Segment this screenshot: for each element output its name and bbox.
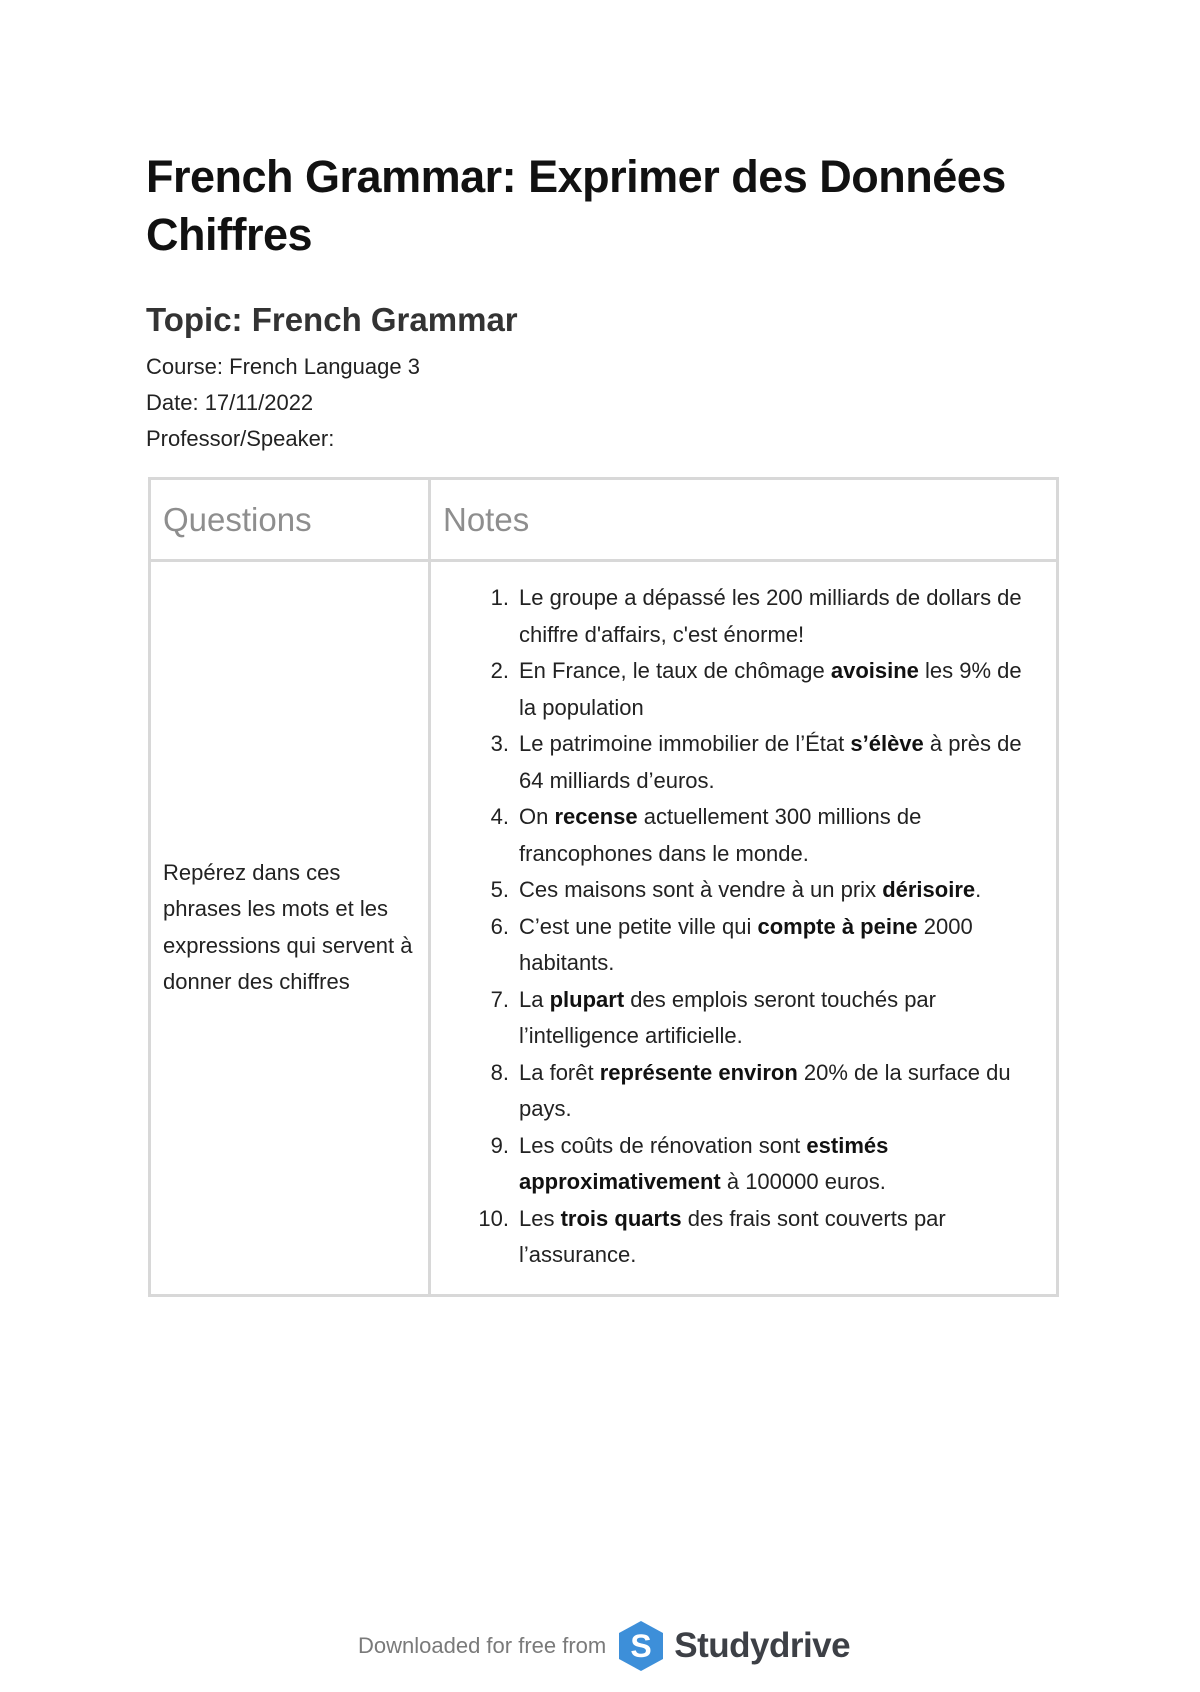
note-text: à 100000 euros. — [720, 1169, 886, 1194]
note-number: 10. — [478, 1205, 509, 1231]
note-text: . — [975, 877, 982, 902]
cornell-notes-table — [148, 477, 1059, 1297]
note-number: 4. — [490, 804, 509, 829]
note-item — [431, 872, 1042, 909]
questions-header: Questions — [150, 479, 430, 561]
download-footer — [358, 1616, 878, 1676]
svg-text:S: S — [630, 1628, 652, 1664]
note-keyword: trois quarts — [560, 1205, 682, 1231]
note-number: 5. — [490, 877, 509, 902]
note-text: Ces maisons sont à vendre à un prix — [519, 877, 883, 902]
note-item — [431, 909, 1042, 982]
question-cell: Repérez dans ces phrases les mots et les expressions qui servent à donner des chiffres — [150, 561, 430, 1296]
note-text: C’est une petite ville qui — [519, 913, 758, 939]
table-header-row — [150, 479, 1058, 561]
note-item — [431, 653, 1042, 726]
topic-heading: Topic: French Grammar — [146, 301, 518, 338]
professor-line: Professor/Speaker: — [146, 426, 335, 451]
note-item — [431, 1055, 1042, 1128]
date-line: Date: 17/11/2022 — [146, 390, 314, 415]
note-text: des frais sont couverts par l’assurance. — [519, 1205, 946, 1267]
notes-cell — [430, 561, 1058, 1296]
course-line: Course: French Language 3 — [146, 354, 420, 379]
note-number: 8. — [490, 1059, 509, 1085]
note-text: Le patrimoine immobilier de l’État — [519, 731, 851, 756]
note-item — [431, 726, 1042, 799]
note-text: à près de 64 milliards d’euros. — [519, 731, 1022, 793]
note-keyword: recense — [554, 804, 638, 829]
note-text: 20% de la surface du pays. — [519, 1059, 1011, 1121]
note-keyword: plupart — [549, 986, 625, 1012]
note-text: des emplois seront touchés par l’intelligence artificielle. — [519, 986, 936, 1048]
note-item — [431, 1128, 1042, 1201]
note-number: 2. — [490, 658, 509, 683]
note-keyword: estimés approximativement — [519, 1132, 889, 1194]
note-text: On — [519, 804, 555, 829]
note-text: Le groupe a dépassé les 200 milliards de dollars de chiffre d'affairs, c'est énorme! — [519, 585, 1022, 647]
note-item — [431, 1201, 1042, 1274]
note-keyword: avoisine — [830, 658, 919, 683]
note-keyword: représente environ — [599, 1059, 798, 1085]
note-number: 1. — [490, 585, 509, 610]
note-text: les 9% de la population — [519, 658, 1022, 720]
studydrive-logo-icon — [616, 1619, 666, 1673]
table-row — [150, 561, 1058, 1296]
note-number: 3. — [490, 731, 509, 756]
note-number: 9. — [490, 1132, 509, 1158]
note-keyword: dérisoire — [882, 877, 976, 902]
note-text: La — [519, 986, 550, 1012]
footer-text: Downloaded for free from — [358, 1633, 607, 1658]
note-text: 2000 habitants. — [519, 913, 973, 975]
page-title: French Grammar: Exprimer des Données Chiffres — [146, 151, 1006, 260]
note-number: 6. — [490, 913, 509, 939]
note-text: En France, le taux de chômage — [519, 658, 831, 683]
note-number: 7. — [490, 986, 509, 1012]
note-item — [431, 982, 1042, 1055]
note-keyword: compte à peine — [757, 913, 918, 939]
note-text: Les — [519, 1205, 561, 1231]
note-text: actuellement 300 millions de francophones dans le monde. — [519, 804, 922, 866]
notes-list — [431, 580, 1042, 1274]
note-item — [431, 580, 1042, 653]
note-item — [431, 799, 1042, 872]
note-text: La forêt — [519, 1059, 600, 1085]
notes-header: Notes — [430, 479, 1058, 561]
note-keyword: s’élève — [850, 731, 924, 756]
footer-brand: Studydrive — [674, 1626, 851, 1665]
note-text: Les coûts de rénovation sont — [519, 1132, 807, 1158]
